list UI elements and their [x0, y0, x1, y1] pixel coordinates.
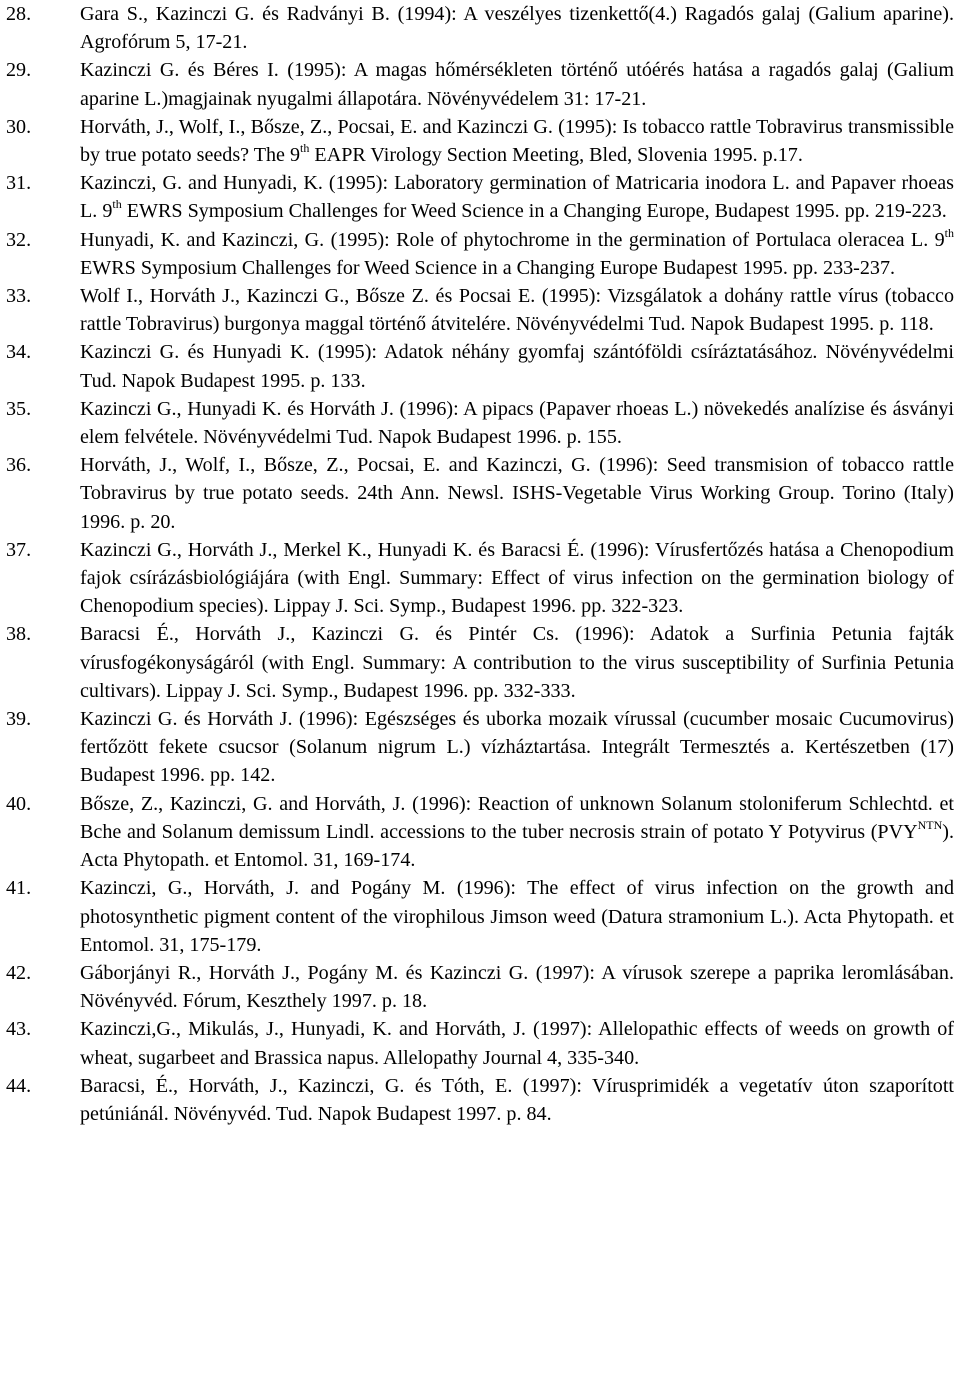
reference-number: 37. [6, 538, 32, 561]
reference-item [6, 620, 954, 705]
reference-text-main: Bősze, Z., Kazinczi, G. and Horváth, J. (1996): Reaction of unknown Solanum stoloniferum Schlechtd. et Bche and Solanum demissum Lindl. accessions to the tuber necrosis strain of potato Y Potyvirus (PVY [80, 792, 954, 843]
reference-number: 43. [6, 1018, 32, 1041]
reference-text [80, 790, 954, 875]
reference-text [80, 959, 954, 1015]
reference-number: 29. [6, 59, 32, 82]
reference-text [80, 113, 954, 169]
reference-text [80, 536, 954, 621]
reference-number: 44. [6, 1074, 32, 1097]
reference-number: 36. [6, 454, 32, 477]
reference-text [80, 282, 954, 338]
reference-number: 30. [6, 115, 32, 138]
reference-text-main: Horváth, J., Wolf, I., Bősze, Z., Pocsai, E. and Kazinczi G. (1995): Is tobacco rattle Tobravirus transmissible by true potato seeds? The 9 [80, 115, 954, 167]
reference-text [80, 451, 954, 536]
reference-number: 41. [6, 877, 32, 900]
reference-item [6, 282, 954, 338]
reference-item [6, 959, 954, 1015]
reference-superscript: NTN [917, 817, 943, 832]
reference-item [6, 705, 954, 790]
reference-number: 39. [6, 708, 32, 731]
reference-text [80, 705, 954, 790]
reference-number: 31. [6, 172, 32, 195]
reference-text-main: Kazinczi G. és Béres I. (1995): A magas hőmérsékleten történő utóérés hatása a ragadós galaj (Galium aparine L.)magjainak nyugalmi állapotára. Növényvédelem 31: 17-21. [80, 59, 954, 110]
reference-text-main: Baracsi É., Horváth J., Kazinczi G. és Pintér Cs. (1996): Adatok a Surfinia Petunia fajták vírusfogékonyságáról (with Engl. Summary: A contribution to the virus susceptibility of Surfinia Petunia cultivars). Lippay J. Sci. Symp., Budapest 1996. pp. 332-333. [80, 623, 954, 702]
reference-text-main: Horváth, J., Wolf, I., Bősze, Z., Pocsai, E. and Kazinczi, G. (1996): Seed transmision of tobacco rattle Tobravirus by true potato seeds. 24th Ann. Newsl. ISHS-Vegetable Virus Working Group. Torino (Italy) 1996. p. 20. [80, 454, 954, 533]
reference-text [80, 169, 954, 225]
reference-item [6, 536, 954, 621]
reference-text-main: Kazinczi G., Horváth J., Merkel K., Hunyadi K. és Baracsi É. (1996): Vírusfertőzés hatása a Chenopodium fajok csírázásbiológiájára (with Engl. Summary: Effect of virus infection on the germination biology of Chenopodium species). Lippay J. Sci. Symp., Budapest 1996. pp. 322-323. [80, 538, 954, 618]
reference-number: 42. [6, 961, 32, 984]
reference-text [80, 874, 954, 959]
reference-number: 28. [6, 3, 32, 25]
reference-list [6, 0, 954, 1128]
reference-superscript: th [944, 225, 954, 240]
reference-item [6, 56, 954, 112]
reference-item [6, 395, 954, 451]
reference-number: 34. [6, 341, 32, 364]
reference-text-main: Gara S., Kazinczi G. és Radványi B. (1994): A veszélyes tizenkettő(4.) Ragadós galaj (Galium aparine). Agrofórum 5, 17-21. [80, 3, 954, 54]
reference-text-continued: EAPR Virology Section Meeting, Bled, Slovenia 1995. p.17. [309, 144, 803, 167]
reference-text-main: Gáborjányi R., Horváth J., Pogány M. és Kazinczi G. (1997): A vírusok szerepe a paprika leromlásában. Növényvéd. Fórum, Keszthely 1997. p. 18. [80, 961, 954, 1013]
reference-text-continued: EWRS Symposium Challenges for Weed Science in a Changing Europe, Budapest 1995. pp. 219-223. [121, 200, 947, 223]
reference-text-continued: EWRS Symposium Challenges for Weed Science in a Changing Europe Budapest 1995. pp. 233-237. [80, 256, 896, 279]
reference-text-main: Kazinczi G., Hunyadi K. és Horváth J. (1996): A pipacs (Papaver rhoeas L.) növekedés analízise és ásványi elem felvétele. Növényvédelmi Tud. Napok Budapest 1996. p. 155. [80, 397, 954, 449]
reference-text-main: Hunyadi, K. and Kazinczi, G. (1995): Role of phytochrome in the germination of Portulaca oleracea L. 9 [80, 228, 945, 251]
reference-text-main: Wolf I., Horváth J., Kazinczi G., Bősze Z. és Pocsai E. (1995): Vizsgálatok a dohány rattle vírus (tobacco rattle Tobravirus) burgonya maggal történő átvitelére. Növényvédelmi Tud. Napok Budapest 1995. p. 118. [80, 285, 954, 336]
reference-item [6, 113, 954, 169]
reference-text [80, 395, 954, 451]
reference-text [80, 620, 954, 705]
reference-number: 33. [6, 285, 32, 308]
reference-item [6, 790, 954, 875]
reference-item [6, 226, 954, 282]
reference-number: 35. [6, 397, 32, 420]
reference-text-main: Kazinczi, G., Horváth, J. and Pogány M. (1996): The effect of virus infection on the growth and photosynthetic pigment content of the virophilous Jimson weed (Datura stramonium L.). Acta Phytopath. et Entomol. 31, 175-179. [80, 877, 954, 956]
reference-item [6, 1072, 954, 1128]
reference-superscript: th [300, 141, 310, 156]
reference-item [6, 874, 954, 959]
reference-text [80, 1015, 954, 1071]
reference-item [6, 1015, 954, 1071]
reference-number: 40. [6, 792, 32, 815]
reference-text-main: Kazinczi,G., Mikulás, J., Hunyadi, K. and Horváth, J. (1997): Allelopathic effects of weeds on growth of wheat, sugarbeet and Brassica napus. Allelopathy Journal 4, 335-340. [80, 1018, 954, 1069]
reference-text-main: Kazinczi, G. and Hunyadi, K. (1995): Laboratory germination of Matricaria inodora L. and Papaver rhoeas L. 9 [80, 172, 954, 223]
reference-text [80, 1072, 954, 1128]
reference-item [6, 451, 954, 536]
reference-text-main: Baracsi, É., Horváth, J., Kazinczi, G. és Tóth, E. (1997): Vírusprimidék a vegetatív úton szaporított petúniánál. Növényvéd. Tud. Napok Budapest 1997. p. 84. [80, 1074, 954, 1125]
reference-text-main: Kazinczi G. és Horváth J. (1996): Egészséges és uborka mozaik vírussal (cucumber mosaic Cucumovirus) fertőzött fekete csucsor (Solanum nigrum L.) vízháztartása. Integrált Termesztés a. Kertészetben (17) Budapest 1996. pp. 142. [80, 708, 954, 787]
reference-text-continued: ). Acta Phytopath. et Entomol. 31, 169-174. [80, 820, 954, 872]
reference-number: 38. [6, 623, 32, 646]
reference-item [6, 338, 954, 394]
reference-number: 32. [6, 228, 32, 251]
reference-text [80, 56, 954, 112]
reference-text [80, 226, 954, 282]
reference-item [6, 0, 954, 56]
reference-text-main: Kazinczi G. és Hunyadi K. (1995): Adatok néhány gyomfaj szántóföldi csíráztatásához. Növényvédelmi Tud. Napok Budapest 1995. p. 133. [80, 341, 954, 392]
reference-text [80, 338, 954, 394]
reference-superscript: th [112, 197, 122, 212]
reference-text [80, 0, 954, 56]
reference-item [6, 169, 954, 225]
